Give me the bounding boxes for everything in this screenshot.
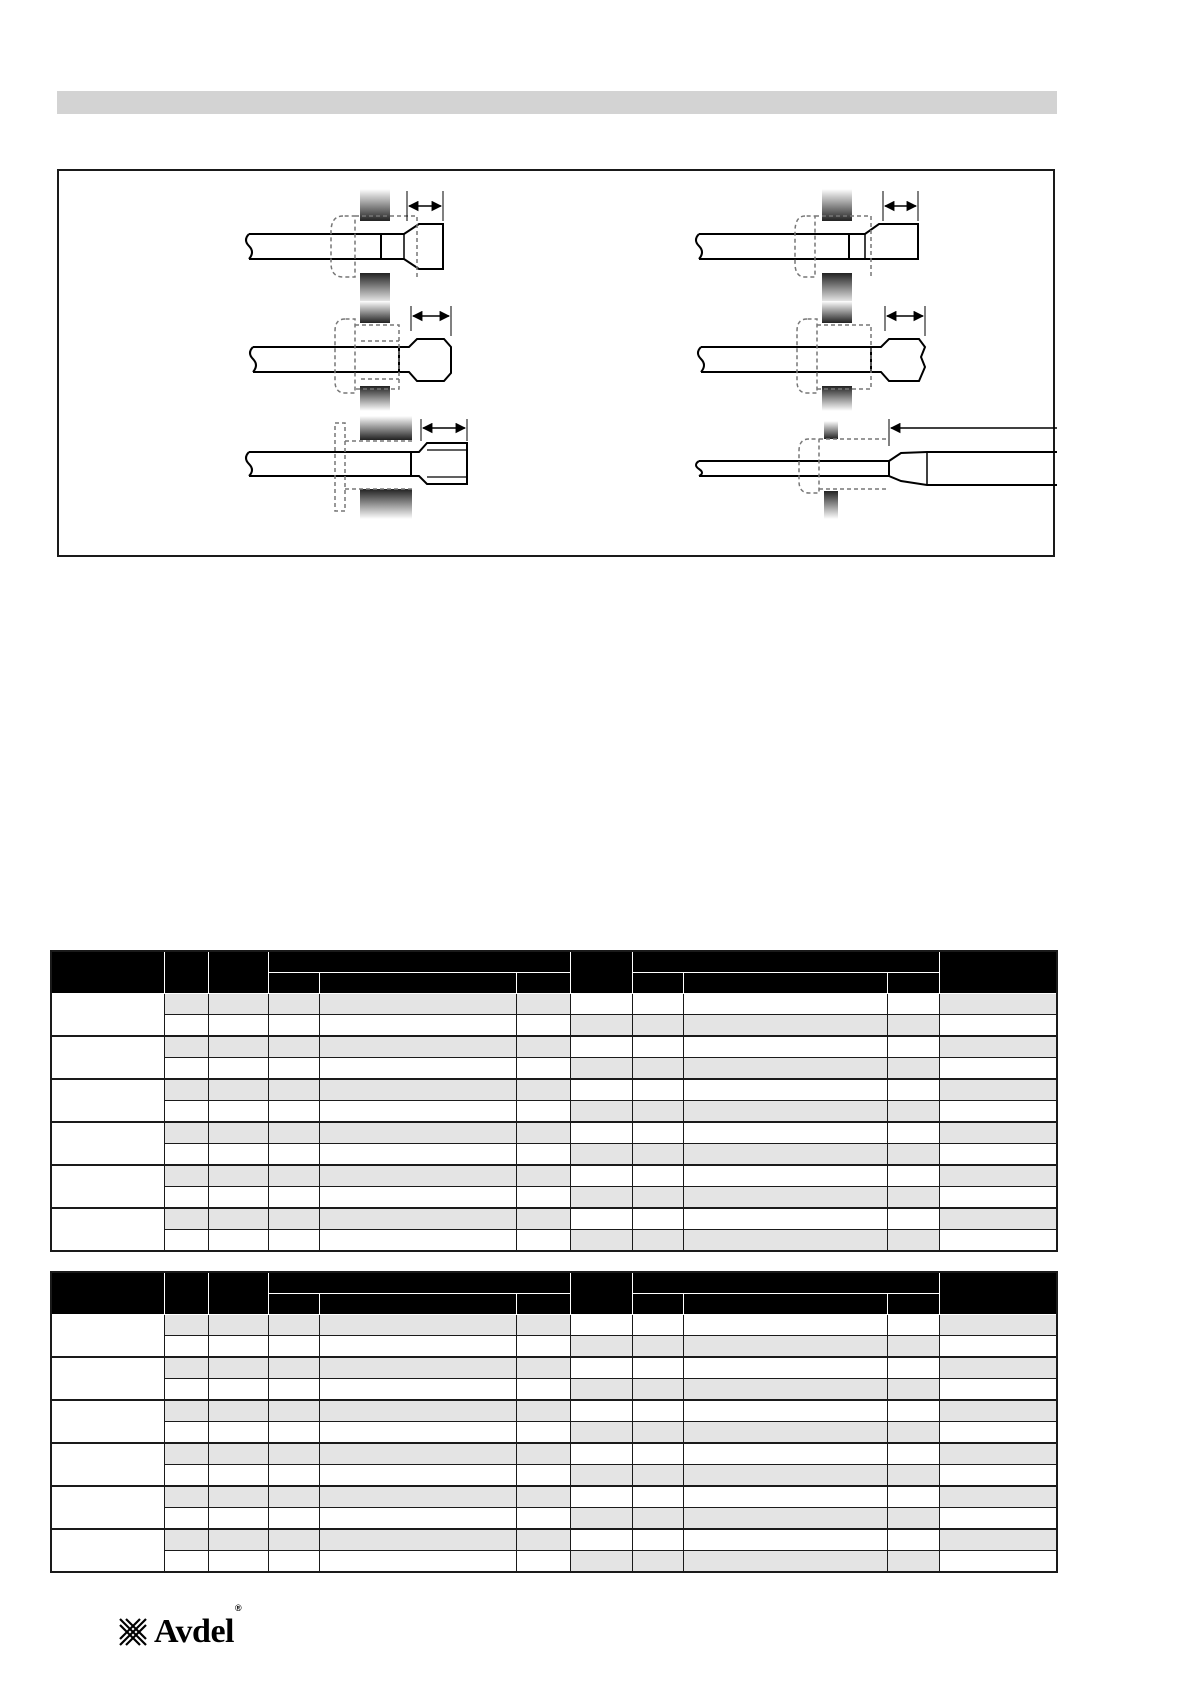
table-row xyxy=(51,1379,1057,1401)
table-row xyxy=(51,1230,1057,1252)
brand-logo xyxy=(118,1603,242,1651)
spec-table-1 xyxy=(50,950,1058,1252)
table-row xyxy=(51,1122,1057,1144)
table-row xyxy=(51,1036,1057,1058)
section-header-bar xyxy=(57,91,1057,114)
table-row xyxy=(51,1315,1057,1336)
spec-table-2 xyxy=(50,1271,1058,1573)
table-row xyxy=(51,1101,1057,1123)
table-row xyxy=(51,1079,1057,1101)
table-row xyxy=(51,1508,1057,1530)
fastener-diagram xyxy=(59,171,1057,559)
table-row xyxy=(51,1144,1057,1166)
fastener-diagram-panel xyxy=(57,169,1055,557)
fastener-view-3 xyxy=(246,416,467,519)
table-row xyxy=(51,1058,1057,1080)
table-row xyxy=(51,1486,1057,1508)
table-row xyxy=(51,1400,1057,1422)
fastener-view-5 xyxy=(698,301,925,411)
table-row xyxy=(51,1208,1057,1230)
table-row xyxy=(51,1336,1057,1358)
table-row xyxy=(51,1551,1057,1573)
table-row xyxy=(51,1465,1057,1487)
avdel-logo-icon xyxy=(118,1617,148,1647)
table-row xyxy=(51,1357,1057,1379)
table-header-row xyxy=(51,1272,1057,1294)
fastener-view-4 xyxy=(696,189,918,305)
table-row xyxy=(51,1529,1057,1551)
brand-name: Avdel® xyxy=(154,1603,242,1650)
table-row xyxy=(51,1422,1057,1444)
table-row xyxy=(51,994,1057,1015)
table-row xyxy=(51,1015,1057,1037)
table-row xyxy=(51,1443,1057,1465)
table-header-row xyxy=(51,951,1057,973)
fastener-view-1 xyxy=(246,189,443,305)
registered-mark: ® xyxy=(234,1603,242,1613)
fastener-view-6 xyxy=(696,419,1057,519)
table-row xyxy=(51,1187,1057,1209)
fastener-view-2 xyxy=(250,301,451,411)
table-row xyxy=(51,1165,1057,1187)
